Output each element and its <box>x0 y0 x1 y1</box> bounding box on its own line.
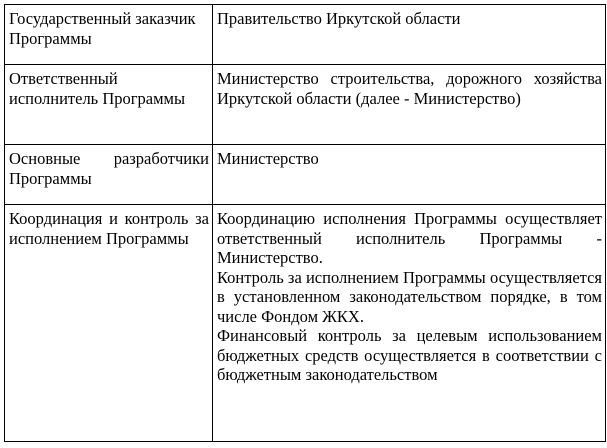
table-row-developers <box>5 145 606 205</box>
row-label-coordination: Координация и контроль за исполнением Программы <box>5 205 213 442</box>
row-label-executor: Ответственный исполнитель Программы <box>5 65 213 145</box>
row-value-customer <box>213 5 606 65</box>
row-label-customer: Государственный заказчик Программы <box>5 5 213 65</box>
passport-table <box>4 4 606 442</box>
table-row-coordination <box>5 205 606 442</box>
row-value-developers <box>213 145 606 205</box>
value-paragraph: Финансовый контроль за целевым использованием бюджетных средств осуществляется в соответствии с бюджетным законодательством <box>217 326 602 384</box>
value-paragraph: Контроль за исполнением Программы осуществляется в установленном законодательством порядке, в том числе Фондом ЖКХ. <box>217 267 602 326</box>
table-row-customer <box>5 5 606 65</box>
row-label-developers: Основные разработчики Программы <box>5 145 213 205</box>
table-row-executor <box>5 65 606 145</box>
value-paragraph: Министерство <box>217 149 319 168</box>
row-value-coordination <box>213 205 606 442</box>
row-value-executor <box>213 65 606 145</box>
value-paragraph: Правительство Иркутской области <box>217 9 461 28</box>
value-paragraph: Координацию исполнения Программы осуществляет ответственный исполнитель Программы - Министерство. <box>217 209 602 267</box>
value-paragraph: Министерство строительства, дорожного хозяйства Иркутской области (далее - Министерство) <box>217 69 602 108</box>
